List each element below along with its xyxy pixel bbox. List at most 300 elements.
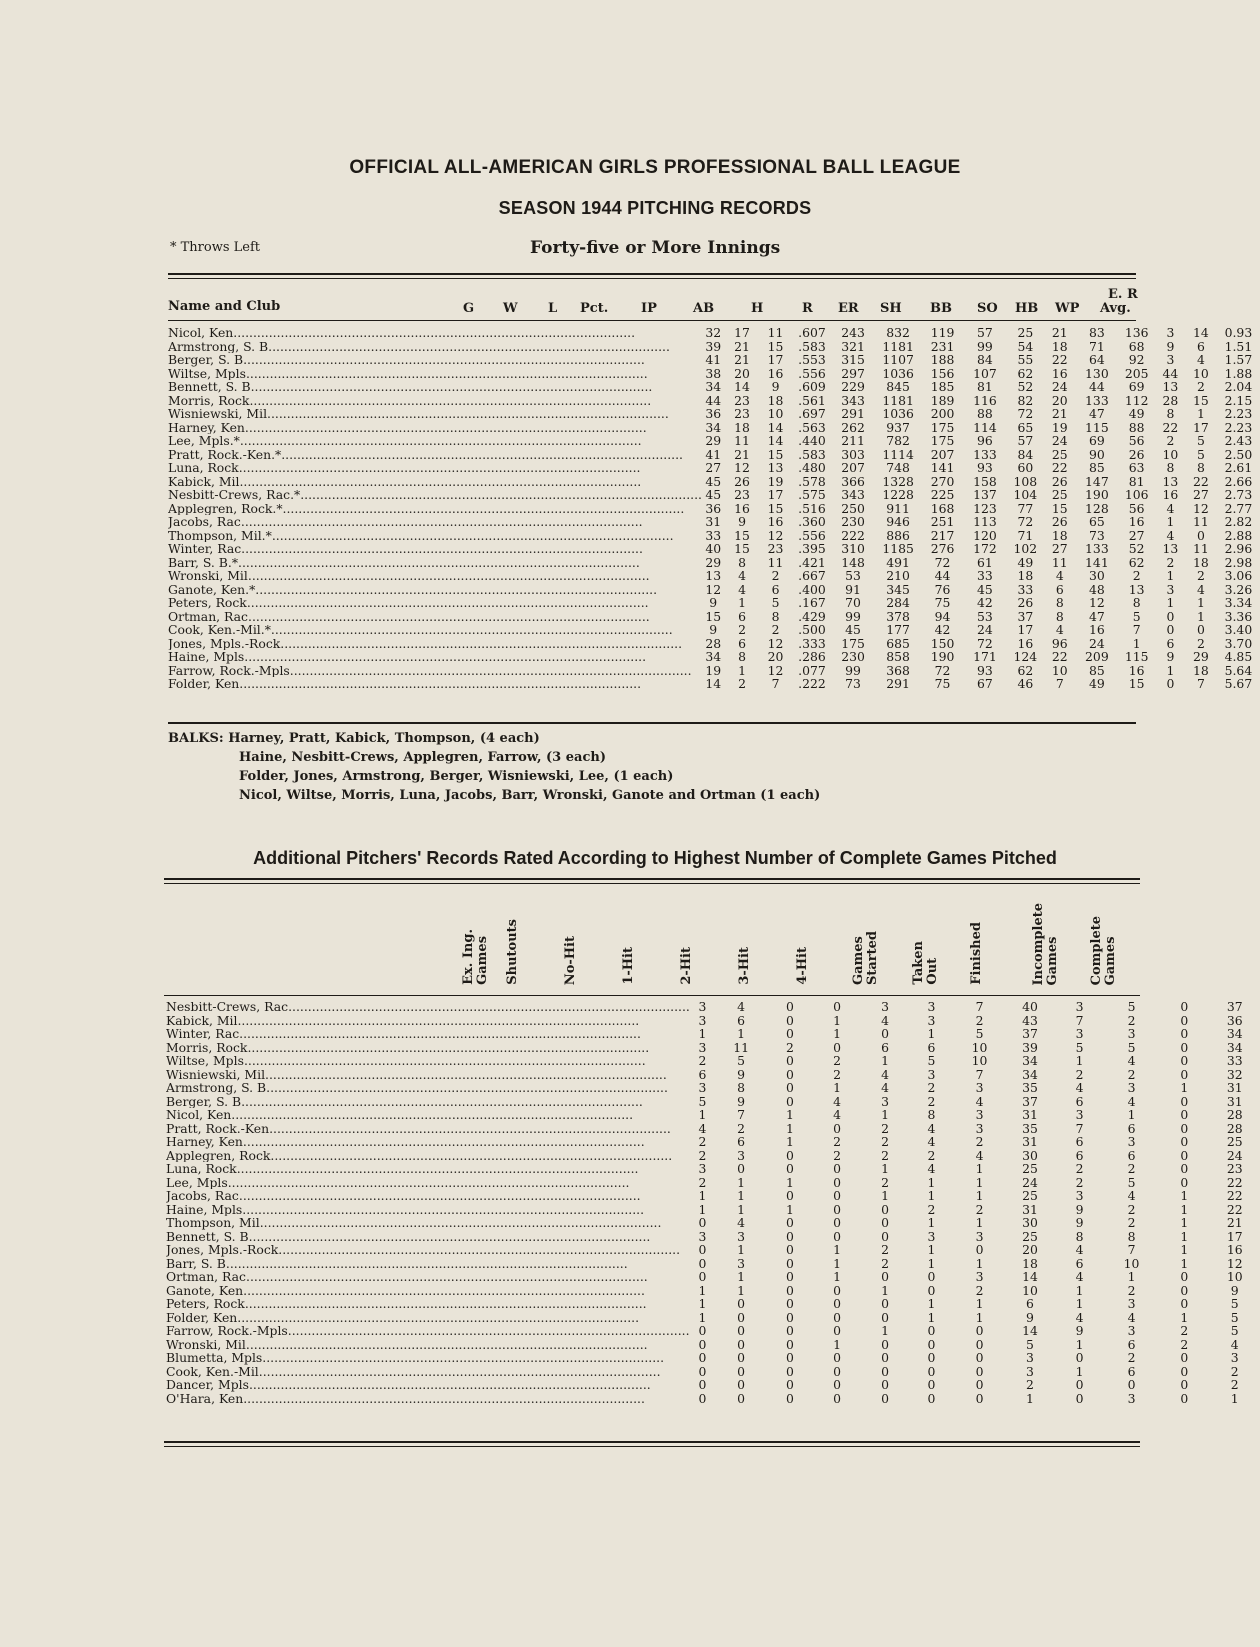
- league-title: OFFICIAL ALL-AMERICAN GIRLS PROFESSIONAL BALL LEAGUE: [349, 157, 961, 178]
- stat-cell: 1107: [882, 352, 914, 367]
- stat-cell: 3.40: [1224, 622, 1253, 637]
- stat-cell: 30: [1088, 568, 1105, 583]
- stat-cell: 310: [841, 541, 865, 556]
- stat-cell: 5: [975, 1026, 984, 1041]
- leader-dots: [290, 664, 692, 678]
- stat-cell: 72: [934, 554, 951, 570]
- stat-cell: 150: [930, 635, 955, 651]
- pitcher-name: [168, 394, 702, 408]
- stat-cell: .583: [798, 338, 826, 354]
- stat-cell: 137: [973, 487, 997, 502]
- leader-dots: [300, 488, 702, 502]
- table-row: [168, 637, 1260, 651]
- table-row: [166, 1257, 1260, 1271]
- stat-cell: 15: [705, 608, 722, 624]
- stat-cell: 1: [1166, 662, 1175, 678]
- table-row: [166, 1108, 1260, 1122]
- stat-cell: 2: [1166, 433, 1175, 448]
- pitcher-name-text: Ortman, Rac: [168, 609, 248, 623]
- stat-cell: 11: [1193, 541, 1209, 556]
- stat-cell: 0: [785, 1080, 794, 1095]
- pitcher-name-text: Wisniewski, Mil: [168, 407, 268, 421]
- stat-cell: 0: [833, 1296, 842, 1311]
- stat-cell: .429: [798, 608, 826, 624]
- stat-cell: 1: [1180, 1188, 1189, 1203]
- stat-cell: 0: [737, 1309, 746, 1325]
- stat-cell: 0: [698, 1336, 707, 1352]
- stat-cell: 0: [698, 1242, 707, 1257]
- stat-cell: 31: [1226, 1093, 1243, 1109]
- stat-cell: .609: [798, 379, 826, 394]
- stat-cell: 685: [886, 635, 910, 651]
- stat-cell: 2: [1127, 1215, 1136, 1230]
- top-rule-inner: [168, 278, 1136, 279]
- stat-cell: 7: [1075, 1120, 1084, 1136]
- pitcher-name: [168, 434, 702, 448]
- stat-cell: 1: [1075, 1363, 1084, 1379]
- stat-cell: 2.50: [1224, 446, 1253, 462]
- stat-cell: 85: [1088, 460, 1105, 475]
- stat-cell: 0: [881, 1269, 889, 1284]
- pitcher-name: [166, 1135, 690, 1149]
- table-row: [166, 1000, 1260, 1014]
- stat-cell: 1: [698, 1026, 707, 1041]
- stat-cell: 2: [1180, 1336, 1189, 1352]
- pitcher-name: [168, 461, 702, 475]
- stat-cell: 1: [1180, 1080, 1189, 1095]
- stat-cell: .333: [798, 635, 826, 651]
- header-bb: BB: [930, 301, 952, 316]
- stat-cell: 1: [785, 1174, 794, 1190]
- stat-cell: 72: [977, 635, 993, 651]
- stat-cell: 3: [1127, 1296, 1136, 1311]
- stat-cell: 71: [1017, 527, 1034, 543]
- stat-cell: 14: [734, 379, 750, 394]
- pitcher-name: [168, 475, 702, 489]
- pitcher-name-text: Folder, Ken: [168, 677, 240, 691]
- stat-cell: 1: [737, 1026, 746, 1041]
- pitcher-name-text: Morris, Rock: [166, 1040, 248, 1054]
- leader-dots: [241, 1095, 643, 1109]
- stat-cell: 491: [886, 554, 910, 570]
- stat-cell: 0.93: [1224, 325, 1253, 340]
- stat-cell: 62: [1017, 365, 1034, 381]
- stat-cell: 12: [1193, 500, 1209, 516]
- stat-cell: 5: [1230, 1309, 1239, 1325]
- stat-cell: 77: [1017, 500, 1034, 516]
- stat-cell: 6: [737, 1012, 746, 1028]
- stat-cell: 0: [975, 1363, 984, 1379]
- stat-cell: 0: [1180, 1134, 1189, 1149]
- stat-cell: 4: [975, 1093, 984, 1109]
- stat-cell: 158: [973, 473, 997, 489]
- stat-cell: 18: [1193, 662, 1209, 678]
- stat-cell: 32: [1226, 1066, 1243, 1082]
- stat-cell: 9: [1166, 338, 1175, 354]
- stat-cell: 6: [1075, 1093, 1084, 1109]
- pitcher-name-text: Pratt, Rock.-Ken: [166, 1121, 270, 1135]
- stat-cell: 4: [738, 568, 747, 583]
- stat-cell: 2: [1230, 1377, 1239, 1392]
- stat-cell: 748: [886, 460, 910, 475]
- leader-dots: [240, 434, 642, 448]
- stat-cell: 0: [1075, 1377, 1084, 1392]
- stat-cell: 3: [698, 1228, 707, 1244]
- stat-cell: 168: [930, 500, 955, 516]
- stat-cell: 0: [1196, 622, 1205, 637]
- stat-cell: 1: [698, 1188, 707, 1203]
- table-row: [168, 515, 1260, 529]
- stat-cell: 14: [767, 433, 784, 448]
- pitcher-name: [166, 1311, 690, 1325]
- stat-cell: 0: [1180, 1147, 1189, 1163]
- leader-dots: [268, 340, 670, 354]
- stat-cell: 1: [1166, 568, 1175, 583]
- pitcher-name-text: Morris, Rock: [168, 393, 250, 407]
- stat-cell: 32: [705, 325, 722, 340]
- leader-dots: [237, 1014, 639, 1028]
- stat-cell: 6: [1127, 1336, 1136, 1352]
- leader-dots: [255, 583, 657, 597]
- stat-cell: 0: [833, 1188, 842, 1203]
- stat-cell: 782: [886, 433, 910, 448]
- pitcher-name: [168, 340, 702, 354]
- stat-cell: 22: [1162, 419, 1179, 435]
- stat-cell: 91: [845, 581, 861, 597]
- header-sh: SH: [880, 301, 902, 316]
- stat-cell: 4: [1127, 1309, 1136, 1325]
- stat-cell: 3: [737, 1147, 746, 1163]
- stat-cell: 0: [785, 1188, 794, 1203]
- stat-cell: 1: [1075, 1053, 1084, 1068]
- leader-dots: [265, 1068, 667, 1082]
- stat-cell: 1: [975, 1188, 984, 1203]
- pitcher-name: [168, 380, 702, 394]
- stat-cell: 8: [738, 554, 747, 570]
- pitcher-name-text: Nesbitt-Crews, Rac: [166, 1000, 289, 1014]
- stat-cell: 0: [785, 1161, 794, 1176]
- stat-cell: 70: [845, 595, 861, 610]
- stat-cell: 39: [1022, 1039, 1038, 1055]
- stat-cell: 0: [881, 1336, 889, 1352]
- stat-cell: 1328: [882, 473, 914, 489]
- pitcher-name: [166, 1189, 690, 1203]
- stat-cell: 104: [1013, 487, 1038, 502]
- stat-cell: 44: [1088, 379, 1105, 394]
- stat-cell: 3: [1075, 1026, 1084, 1041]
- header-pct: Pct.: [580, 301, 609, 316]
- stat-cell: 0: [785, 999, 794, 1014]
- stat-cell: 0: [927, 1363, 936, 1379]
- stat-cell: 13: [1162, 473, 1179, 489]
- stat-cell: 5: [1127, 1174, 1136, 1190]
- stat-cell: 2: [1127, 1012, 1136, 1028]
- pitcher-name: [166, 1081, 690, 1095]
- stat-cell: 43: [1022, 1012, 1038, 1028]
- pitcher-name-text: Berger, S. B: [168, 353, 244, 367]
- stat-cell: 25: [1017, 325, 1034, 340]
- header-r: R: [802, 301, 813, 316]
- stat-cell: 2: [975, 1282, 984, 1298]
- stat-cell: 4: [1055, 568, 1064, 583]
- header-g: G: [463, 301, 475, 316]
- stat-cell: 229: [841, 379, 865, 394]
- stat-cell: 16: [1128, 514, 1145, 529]
- stat-cell: 15: [767, 500, 784, 516]
- stat-cell: 0: [698, 1390, 707, 1406]
- stat-cell: 4: [975, 1147, 984, 1163]
- pitcher-name-text: Dancer, Mpls: [166, 1378, 249, 1392]
- stat-cell: 2: [785, 1039, 794, 1055]
- stat-cell: 65: [1017, 419, 1034, 435]
- leader-dots: [249, 1378, 651, 1392]
- stat-cell: 14: [1022, 1323, 1038, 1338]
- header-rule: [168, 320, 1136, 321]
- stat-cell: 3: [927, 1012, 936, 1028]
- table-row: [166, 1351, 1260, 1365]
- stat-cell: 0: [1180, 1269, 1189, 1284]
- leader-dots: [262, 1351, 664, 1365]
- pitcher-name-text: Nicol, Ken: [168, 326, 234, 340]
- stat-cell: 3: [698, 1161, 707, 1176]
- stat-cell: 2: [833, 1147, 842, 1163]
- stat-cell: 46: [1017, 676, 1034, 691]
- leader-dots: [288, 1324, 690, 1338]
- stat-cell: 5: [1230, 1296, 1239, 1311]
- stat-cell: 1: [833, 1080, 842, 1095]
- stat-cell: 1: [927, 1255, 936, 1271]
- stat-cell: 25: [1051, 446, 1068, 462]
- pitcher-name-text: Pratt, Rock.-Ken.*: [168, 447, 282, 461]
- stat-cell: 49: [1128, 406, 1145, 421]
- stat-cell: 24: [1088, 635, 1105, 651]
- stat-cell: 251: [930, 514, 955, 529]
- stat-cell: 34: [705, 419, 722, 435]
- stat-cell: 10: [1162, 446, 1179, 462]
- stat-cell: 94: [934, 608, 951, 624]
- leader-dots: [237, 1162, 639, 1176]
- stat-cell: 33: [705, 527, 722, 543]
- stat-cell: 35: [1022, 1080, 1038, 1095]
- stat-cell: 2: [1075, 1066, 1084, 1082]
- stat-cell: 6: [1075, 1255, 1084, 1271]
- stat-cell: 0: [975, 1350, 984, 1365]
- table-row: [166, 1068, 1260, 1082]
- stat-cell: 188: [930, 352, 955, 367]
- table-row: [168, 326, 1260, 340]
- stat-cell: 8: [737, 1080, 746, 1095]
- stat-cell: .421: [798, 554, 826, 570]
- balks-line-3: Folder, Jones, Armstrong, Berger, Wisniewski, Lee, (1 each): [239, 769, 674, 784]
- stat-cell: 26: [1051, 514, 1068, 529]
- pitcher-name: [166, 1095, 690, 1109]
- stat-cell: 1: [881, 1282, 889, 1298]
- stat-cell: 55: [1017, 352, 1034, 367]
- stat-cell: 17: [767, 487, 784, 502]
- stat-cell: 1181: [882, 392, 914, 408]
- additional-top-rule: [164, 878, 1140, 880]
- pitcher-name-text: Wronski, Mil: [168, 569, 248, 583]
- stat-cell: 3: [1127, 1080, 1136, 1095]
- stat-cell: 0: [1180, 999, 1189, 1014]
- stat-cell: 15: [767, 338, 784, 354]
- table-row: [166, 1027, 1260, 1041]
- leader-dots: [271, 623, 673, 637]
- pitcher-name-text: Jones, Mpls.-Rock: [166, 1243, 279, 1257]
- stat-cell: 8: [1055, 595, 1064, 610]
- stat-cell: 9: [738, 514, 747, 529]
- stat-cell: 27: [1193, 487, 1209, 502]
- stat-cell: 368: [886, 662, 910, 678]
- stat-cell: 1: [833, 1242, 842, 1257]
- leader-dots: [244, 1054, 646, 1068]
- stat-cell: 0: [698, 1215, 707, 1230]
- stat-cell: 17: [1193, 419, 1209, 435]
- header-name-club: Name and Club: [168, 299, 281, 314]
- pitcher-name: [166, 1122, 690, 1136]
- stat-cell: 28: [1162, 392, 1179, 408]
- stat-cell: 343: [841, 392, 865, 408]
- pitcher-name: [166, 1324, 690, 1338]
- stat-cell: 4: [927, 1120, 936, 1136]
- stat-cell: 284: [886, 595, 910, 610]
- stat-cell: 4: [1127, 1053, 1136, 1068]
- stat-cell: 11: [767, 325, 784, 340]
- stat-cell: 15: [734, 541, 750, 556]
- header-h: H: [751, 301, 764, 316]
- stat-cell: 3: [1166, 352, 1175, 367]
- pitcher-name: [168, 556, 702, 570]
- stat-cell: 230: [841, 514, 865, 529]
- table-row: [166, 1365, 1260, 1379]
- stat-cell: 0: [698, 1323, 707, 1338]
- stat-cell: 2: [698, 1053, 707, 1068]
- stat-cell: 18: [1017, 568, 1034, 583]
- header-ab: AB: [693, 301, 715, 316]
- stat-cell: 321: [841, 338, 865, 354]
- table-row: [168, 340, 1260, 354]
- balks-line-4: Nicol, Wiltse, Morris, Luna, Jacobs, Barr, Wronski, Ganote and Ortman (1 each): [239, 788, 821, 803]
- table-row: [166, 1324, 1260, 1338]
- stat-cell: 29: [1193, 649, 1209, 664]
- table-row: [168, 475, 1260, 489]
- stat-cell: 6: [1127, 1147, 1136, 1163]
- pitcher-name-text: Winter, Rac: [168, 542, 242, 556]
- stat-cell: 31: [1022, 1107, 1038, 1122]
- stat-cell: 3: [975, 1120, 984, 1136]
- stat-cell: 45: [977, 581, 993, 597]
- stat-cell: 6: [927, 1039, 936, 1055]
- leader-dots: [269, 1122, 671, 1136]
- additional-header-rule: [164, 995, 1140, 996]
- stat-cell: 276: [930, 541, 955, 556]
- stat-cell: 7: [737, 1107, 746, 1122]
- stat-cell: 8: [1132, 595, 1141, 610]
- stat-cell: 7: [1055, 676, 1064, 691]
- stat-cell: 1: [833, 1026, 842, 1041]
- stat-cell: 0: [1180, 1390, 1189, 1406]
- stat-cell: 1: [1180, 1242, 1189, 1257]
- stat-cell: 26: [1051, 473, 1068, 489]
- pitcher-name: [166, 1243, 690, 1257]
- stat-cell: 21: [734, 338, 750, 354]
- stat-cell: 3.36: [1224, 608, 1253, 624]
- stat-cell: 1: [975, 1255, 984, 1271]
- stat-cell: 73: [1088, 527, 1105, 543]
- stat-cell: 83: [1088, 325, 1105, 340]
- stat-cell: 24: [1226, 1147, 1243, 1163]
- stat-cell: 24: [1051, 379, 1068, 394]
- stat-cell: 85: [1088, 662, 1105, 678]
- stat-cell: 0: [1180, 1350, 1189, 1365]
- stat-cell: 207: [930, 446, 955, 462]
- stat-cell: 49: [1017, 554, 1034, 570]
- pitcher-name: [166, 1338, 690, 1352]
- stat-cell: 0: [881, 1363, 889, 1379]
- stat-cell: 18: [1051, 527, 1068, 543]
- stat-cell: 1: [737, 1242, 746, 1257]
- stat-cell: 0: [737, 1377, 746, 1392]
- additional-top-rule-inner: [164, 883, 1140, 884]
- pitcher-name-text: Armstrong, S. B: [166, 1081, 267, 1095]
- stat-cell: 108: [1013, 473, 1038, 489]
- stat-cell: 3: [1075, 1188, 1084, 1203]
- header-hb: HB: [1015, 301, 1039, 316]
- stat-cell: 7: [1196, 676, 1205, 691]
- stat-cell: 291: [886, 676, 910, 691]
- table-row: [166, 1176, 1260, 1190]
- stat-cell: 13: [1162, 541, 1179, 556]
- stat-cell: 12: [734, 460, 750, 475]
- table-row: [166, 1081, 1260, 1095]
- stat-cell: 4: [1075, 1080, 1084, 1095]
- column-header-text: Incomplete Games: [1031, 902, 1060, 985]
- stat-cell: 1: [1230, 1390, 1239, 1406]
- stat-cell: 3: [698, 1012, 707, 1028]
- stat-cell: 37: [1226, 999, 1243, 1014]
- stat-cell: 24: [1051, 433, 1068, 448]
- table-row: [166, 1230, 1260, 1244]
- stat-cell: 6: [738, 635, 747, 651]
- stat-cell: 1: [1026, 1390, 1034, 1406]
- stat-cell: 0: [975, 1336, 984, 1352]
- stat-cell: 52: [1128, 541, 1145, 556]
- table-row: [166, 1189, 1260, 1203]
- stat-cell: 1: [1180, 1228, 1189, 1244]
- table-row: [166, 1311, 1260, 1325]
- stat-cell: 4: [1055, 622, 1064, 637]
- stat-cell: 200: [930, 406, 955, 421]
- pitcher-name-text: Jacobs, Rac: [168, 515, 241, 529]
- stat-cell: 0: [1180, 1174, 1189, 1190]
- stat-cell: 0: [833, 1228, 842, 1244]
- stat-cell: 0: [698, 1269, 707, 1284]
- header-so: SO: [977, 301, 998, 316]
- stat-cell: 0: [698, 1255, 707, 1271]
- table-row: [168, 421, 1260, 435]
- stat-cell: 0: [785, 1282, 794, 1298]
- table-row: [168, 353, 1260, 367]
- stat-cell: 3: [1075, 999, 1084, 1014]
- pitcher-name-text: Barr, S. B: [166, 1256, 226, 1270]
- stat-cell: 0: [833, 1161, 842, 1176]
- pitcher-name-text: Cook, Ken.-Mil: [166, 1364, 259, 1378]
- table-row: [168, 488, 1260, 502]
- stat-cell: 28: [1226, 1107, 1243, 1122]
- pitcher-name-text: Wiltse, Mpls: [166, 1054, 244, 1068]
- stat-cell: 82: [1017, 392, 1034, 408]
- stat-cell: 0: [927, 1269, 936, 1284]
